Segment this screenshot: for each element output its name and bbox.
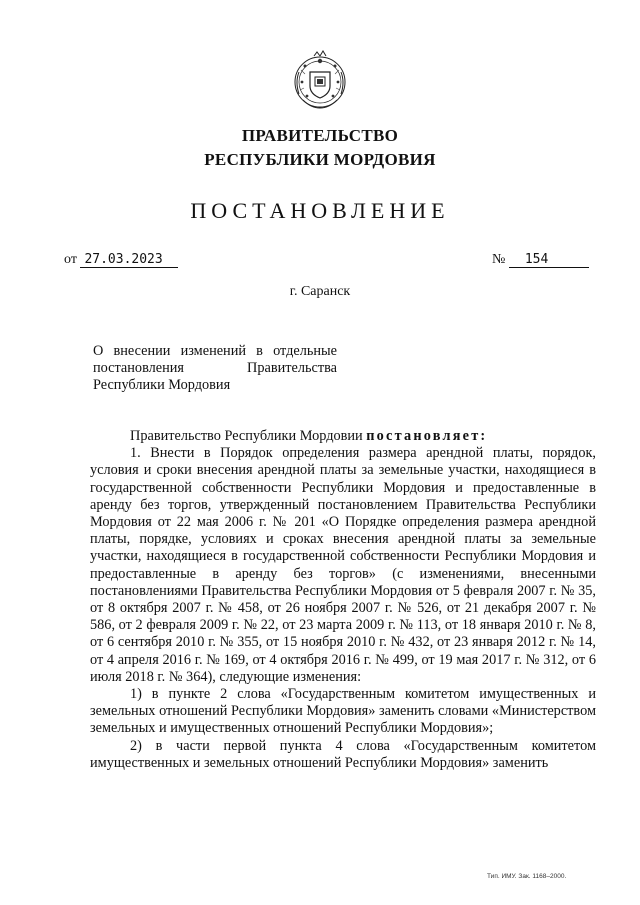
document-body — [90, 428, 596, 772]
number-prefix: № — [492, 252, 506, 267]
date-row — [64, 252, 178, 268]
document-type-title: ПОСТАНОВЛЕНИЕ — [190, 198, 450, 223]
printer-imprint: Тип. ИМУ. Зак. 1168–2000. — [487, 873, 567, 880]
subject-line-1: О внесении изменений в отдельные — [93, 343, 337, 359]
intro-lead-text: Правительство Республики Мордовии — [130, 428, 367, 444]
organization-name-line-1: ПРАВИТЕЛЬСТВО — [241, 126, 399, 145]
subject-line-2: постановления Правительства — [93, 360, 337, 376]
body-intro-paragraph — [90, 428, 596, 445]
coat-of-arms-emblem — [291, 50, 349, 114]
number-row — [492, 252, 589, 268]
date-prefix: от — [64, 252, 77, 267]
body-paragraph-1: 1. Внести в Порядок определения размера арендной платы, порядок, условия и сроки внесения арендной платы за земельные участки, находящиеся в государственной собственности Республики Мордовия и предоставленные в аренду без торгов, утвержденный постановлением Правительства Республики Мордовия от 22 мая 2006 г. № 201 «О Порядке определения размера арендной платы, порядке, условиях и сроках внесения арендной платы за земельные участки, находящиеся в государственной собственности Республики Мордовия и предоставленные в аренду без торгов» (с изменениями, внесенными постановлениями Правительства Республики Мордовия от 5 февраля 2007 г. № 35, от 8 октября 2007 г. № 458, от 26 ноября 2007 г. № 526, от 21 декабря 2007 г. № 586, от 2 февраля 2009 г. № 22, от 23 марта 2009 г. № 113, от 18 января 2010 г. № 8, от 6 сентября 2010 г. № 355, от 15 ноября 2010 г. № 432, от 23 января 2012 г. № 14, от 4 апреля 2016 г. № 169, от 4 октября 2016 г. № 499, от 19 мая 2017 г. № 312, от 6 июля 2018 г. № 364), следующие изменения: — [90, 445, 596, 685]
decree-word: постановляет: — [366, 428, 488, 444]
document-number: 154 — [509, 252, 589, 268]
document-date: 27.03.2023 — [80, 252, 178, 268]
document-subject — [93, 343, 337, 394]
city-of-issue: г. Саранск — [289, 284, 351, 299]
body-paragraph-3: 2) в части первой пункта 4 слова «Государственным комитетом имущественных и земельных отношений Республики Мордовия» заменить — [90, 737, 596, 771]
organization-name-line-2: РЕСПУБЛИКИ МОРДОВИЯ — [204, 150, 436, 169]
body-paragraph-2: 1) в пункте 2 слова «Государственным комитетом имущественных и земельных отношений Республики Мордовия» заменить словами «Министерством земельных и имущественных отношений Республики Мордовия»; — [90, 686, 596, 737]
subject-line-3: Республики Мордовия — [93, 377, 231, 393]
